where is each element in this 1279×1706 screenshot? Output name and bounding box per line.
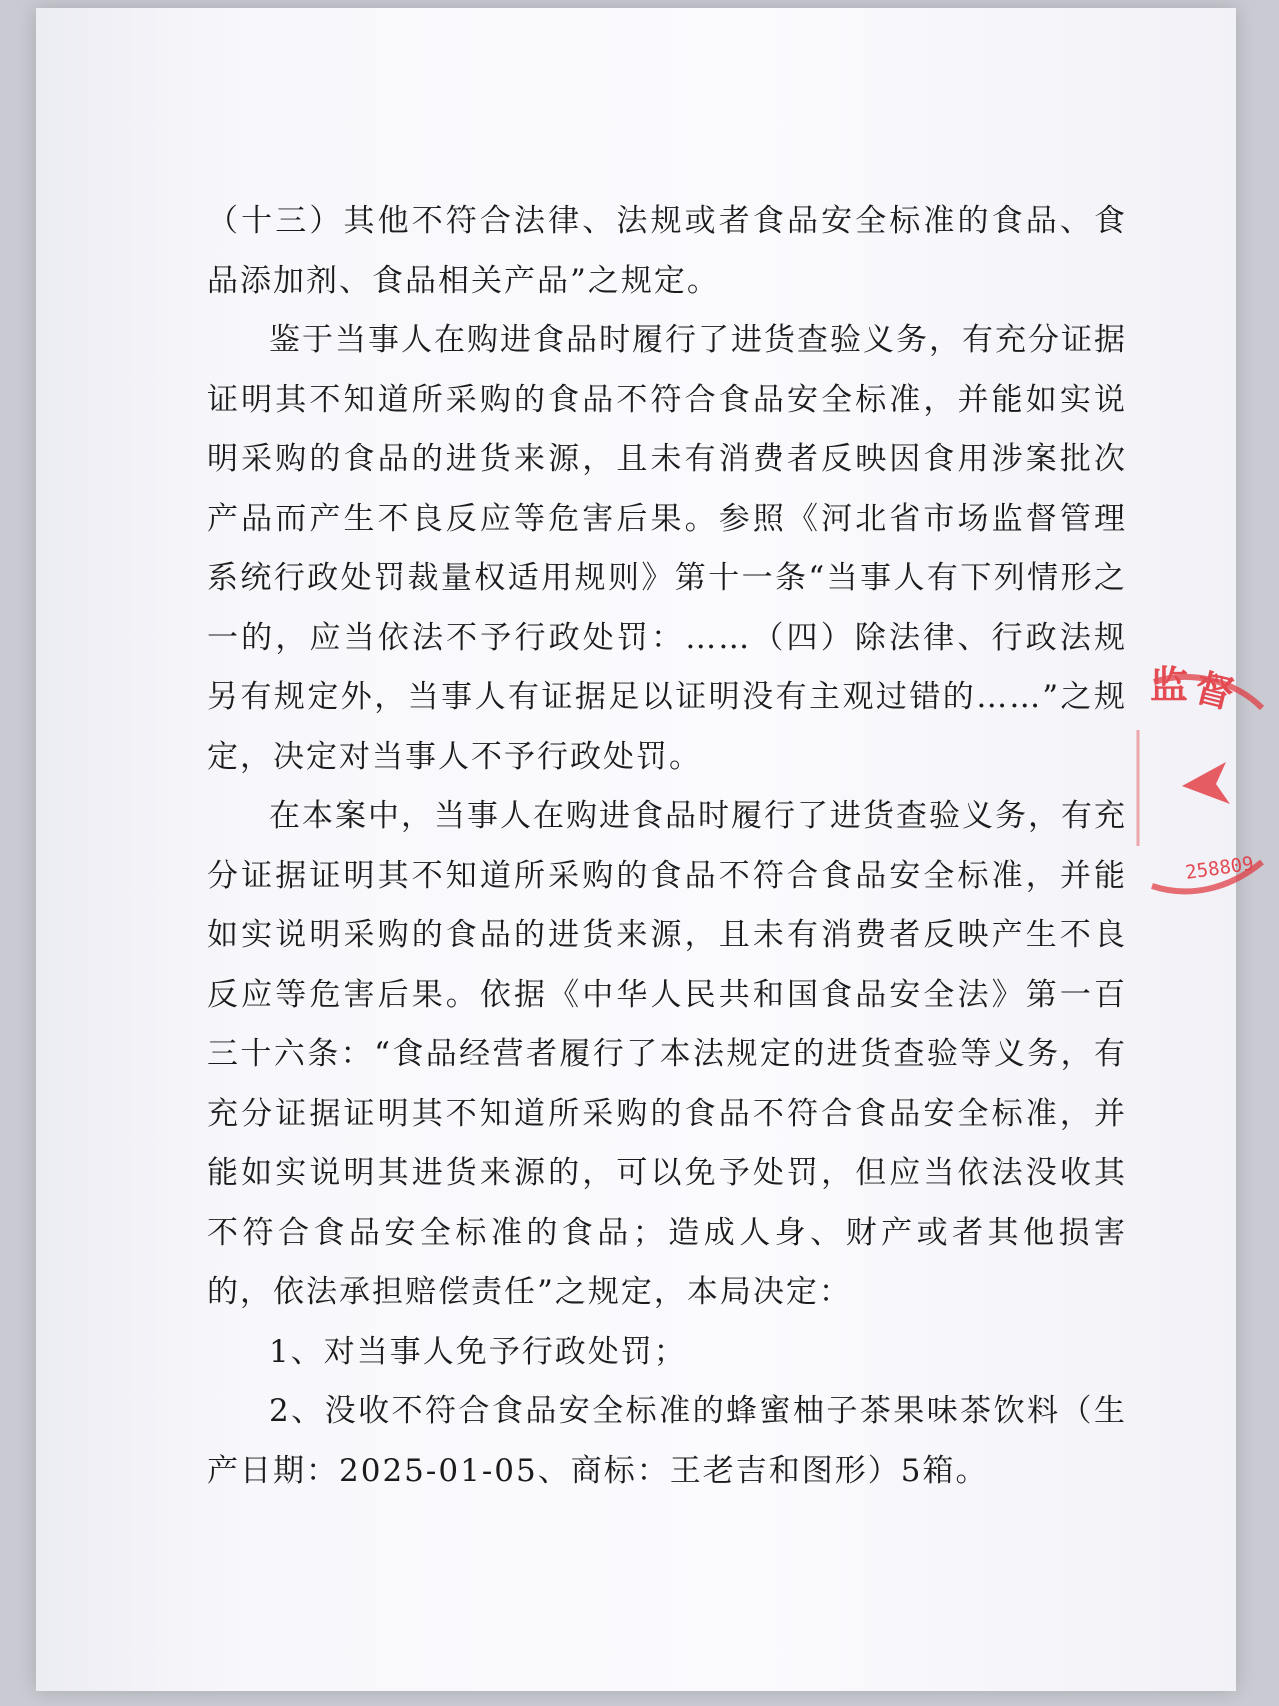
paragraph-case-decision-basis: 在本案中，当事人在购进食品时履行了进货查验义务，有充分证据证明其不知道所采购的食品不符合食品安全标准，并能如实说明采购的食品的进货来源，且未有消费者反映产生不良反应等危害后果。依据《中华人民共和国食品安全法》第一百三十六条：“食品经营者履行了本法规定的进货查验等义务，有充分证据证明其不知道所采购的食品不符合食品安全标准，并能如实说明其进货来源的，可以免予处罚，但应当依法没收其不符合食品安全标准的食品；造成人身、财产或者其他损害的，依法承担赔偿责任”之规定，本局决定： (207, 798, 1127, 1311)
decision-item-1: 1、对当事人免予行政处罚； (269, 1333, 687, 1370)
stamp-partial-char: 监 (1150, 662, 1189, 707)
stamp-number: 258809 (1183, 852, 1256, 884)
paragraph-no-penalty-reasoning: 鉴于当事人在购进食品时履行了进货查验义务，有充分证据证明其不知道所采购的食品不符合食品安全标准，并能如实说明采购的食品的进货来源，且未有消费者反映因食用涉案批次产品而产生不良反应等危害后果。参照《河北省市场监督管理系统行政处罚裁量权适用规则》第十一条“当事人有下列情形之一的，应当依法不予行政处罚：……（四）除法律、行政法规另有规定外，当事人有证据足以证明没有主观过错的……”之规定，决定对当事人不予行政处罚。 (207, 322, 1127, 775)
decision-item-2: 2、没收不符合食品安全标准的蜂蜜柚子茶果味茶饮料（生产日期：2025-01-05、商标：王老吉和图形）5箱。 (207, 1393, 1127, 1489)
paragraph-clause-thirteen: （十三）其他不符合法律、法规或者食品安全标准的食品、食品添加剂、食品相关产品”之规定。 (207, 203, 1127, 299)
document-page (36, 8, 1239, 1691)
document-body (207, 192, 1127, 1501)
stamp-char: 督 (1190, 664, 1239, 718)
